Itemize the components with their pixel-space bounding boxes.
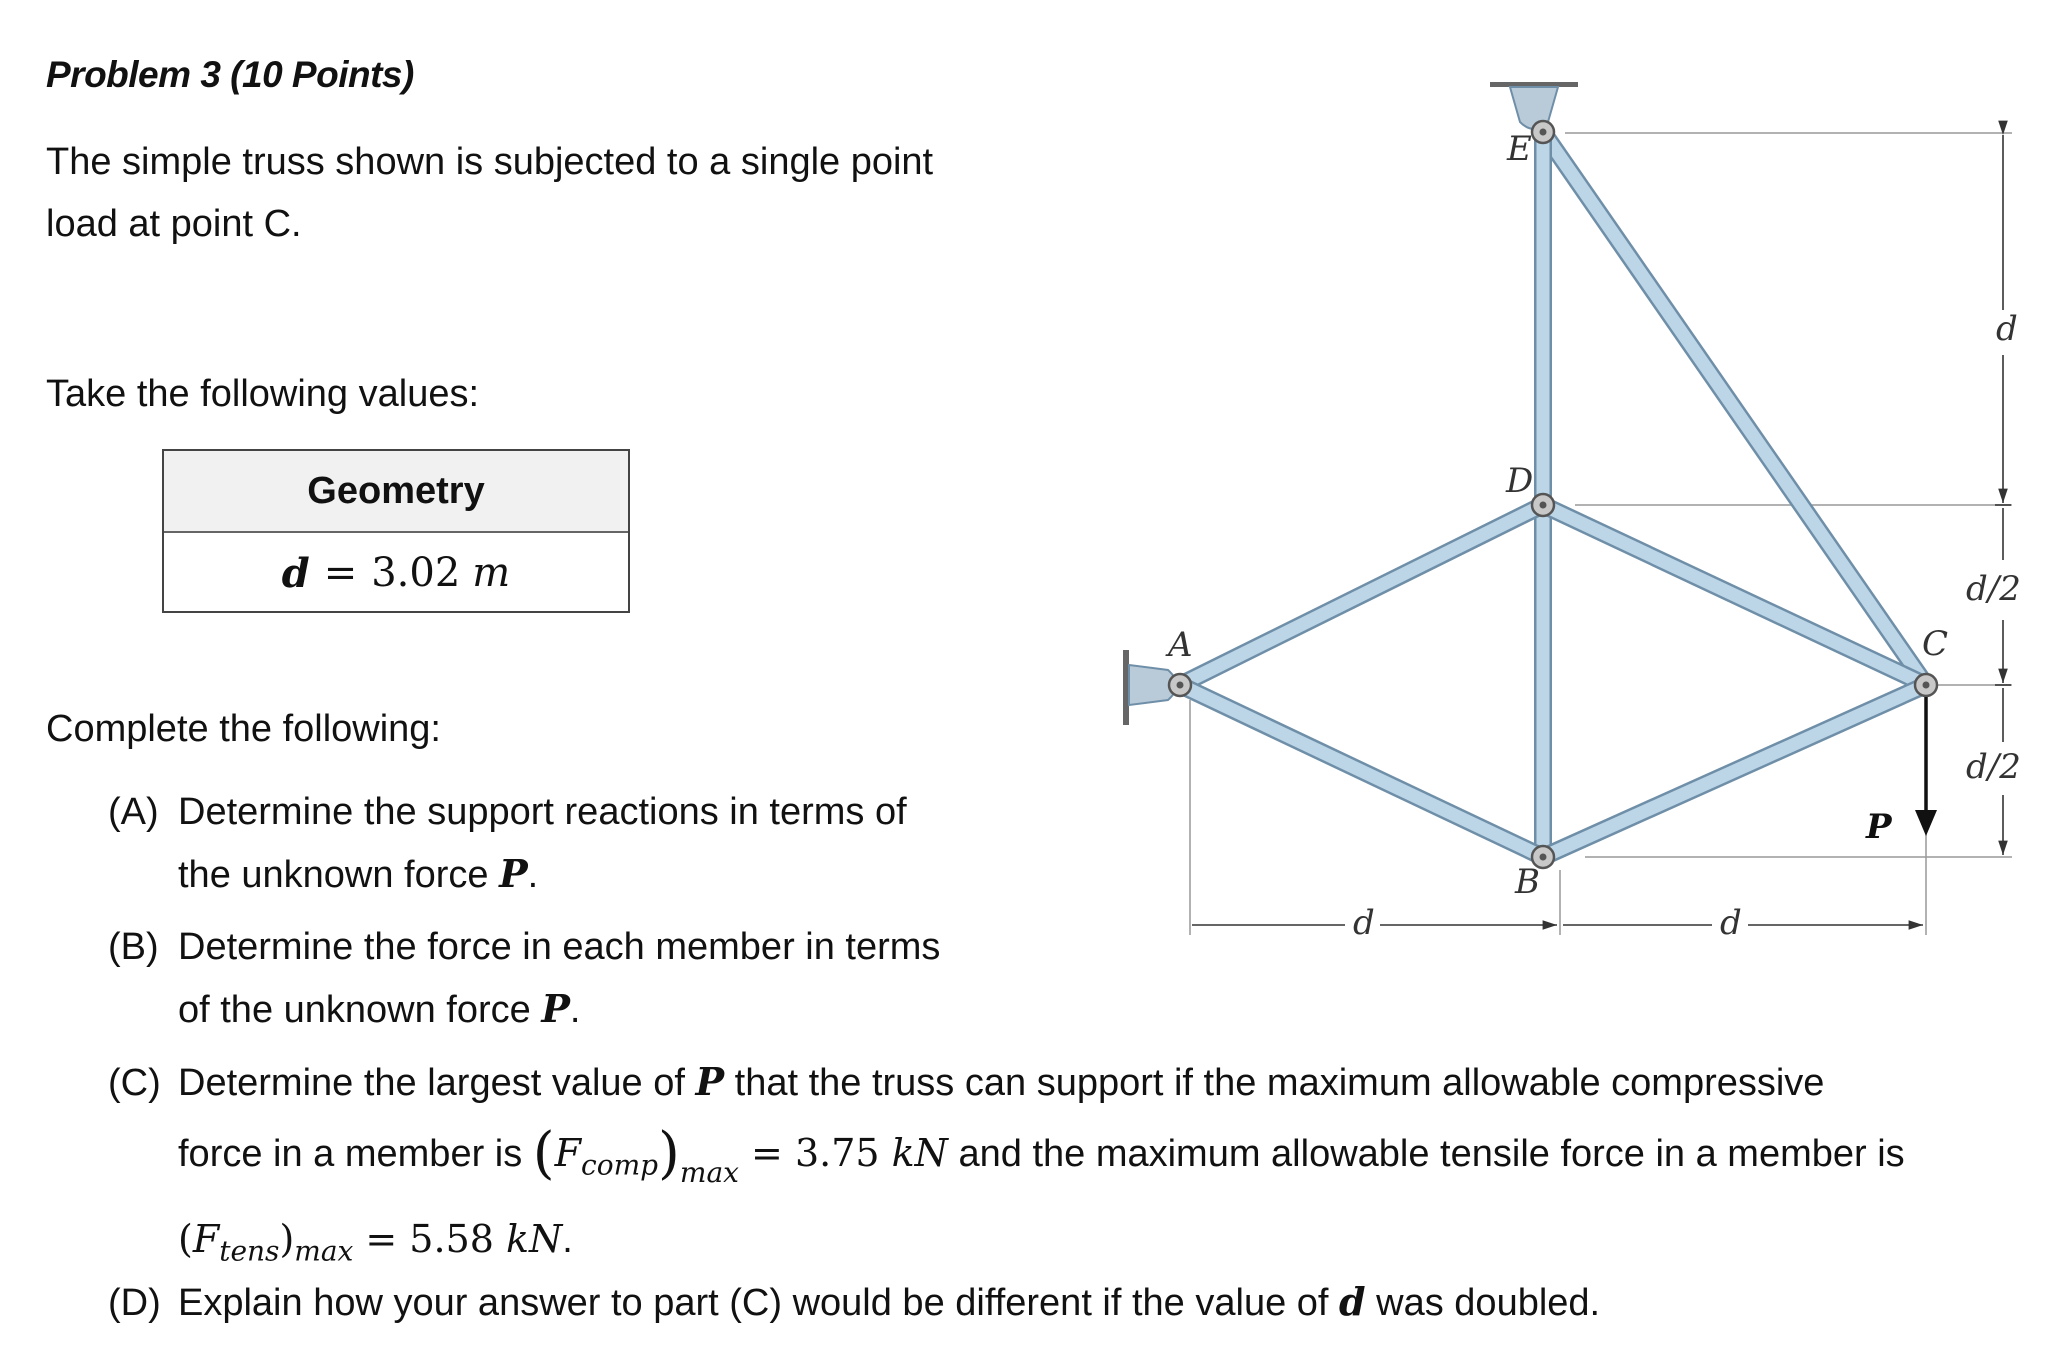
geometry-unit: m: [472, 550, 511, 596]
geometry-table-header: Geometry: [164, 451, 628, 533]
node-label-c: C: [1922, 624, 1949, 664]
fcomp-unit: kN: [891, 1131, 948, 1175]
part-c-label: (C): [108, 1062, 161, 1104]
truss-members: [1180, 132, 1926, 857]
part-b-period: .: [569, 989, 581, 1031]
load-label-p: P: [1866, 807, 1892, 847]
fcomp-symbol: F: [554, 1131, 582, 1175]
ftens-subscript: tens: [219, 1234, 280, 1268]
problem-title: Problem 3 (10 Points): [46, 54, 414, 95]
node-label-b: B: [1515, 862, 1540, 902]
part-c-line-1-pre: Determine the largest value of: [178, 1062, 696, 1104]
fcomp-max-subscript: max: [679, 1156, 739, 1189]
member-ad: [1180, 505, 1543, 685]
part-c-line-2-pre: force in a member is: [178, 1133, 533, 1175]
part-d-label: (D): [108, 1282, 161, 1324]
intro-line-2: load at point C.: [46, 203, 302, 245]
complete-label: Complete the following:: [46, 708, 441, 750]
paren-open-tens: (: [178, 1217, 193, 1261]
paren-close: ): [658, 1121, 680, 1186]
part-a-line-2: the unknown force: [178, 854, 500, 896]
part-d-post: was doubled.: [1365, 1282, 1601, 1324]
load-arrow-p: [1915, 697, 1937, 836]
part-d-var: d: [1339, 1279, 1366, 1324]
intro-line-1: The simple truss shown is subjected to a single point: [46, 141, 934, 183]
part-b-line-2: of the unknown force: [178, 989, 542, 1031]
fcomp-subscript: comp: [581, 1148, 659, 1182]
part-a-label: (A): [108, 791, 159, 833]
ftens-max-subscript: max: [294, 1234, 354, 1268]
ftens-unit: kN: [506, 1217, 563, 1261]
node-label-a: A: [1168, 625, 1193, 665]
paren-close-tens: ): [279, 1217, 295, 1261]
part-b-label: (B): [108, 926, 159, 968]
dim-label-d-right: d: [1720, 903, 1742, 943]
geometry-variable: d: [281, 549, 310, 597]
part-b-var: P: [541, 986, 570, 1031]
ceiling-support-e: [1490, 82, 1578, 129]
ftens-value: = 5.58: [353, 1217, 506, 1261]
ftens-symbol: F: [192, 1217, 220, 1261]
geometry-value: 3.02: [371, 550, 461, 596]
paren-open: (: [532, 1121, 555, 1186]
dim-label-d-left: d: [1353, 903, 1375, 943]
fcomp-value: = 3.75: [738, 1131, 892, 1175]
take-values-label: Take the following values:: [46, 373, 480, 415]
dimension-labels: [1353, 309, 2021, 943]
part-d-pre: Explain how your answer to part (C) would be different if the value of: [178, 1282, 1340, 1324]
node-label-e: E: [1507, 129, 1532, 169]
geometry-equals: =: [323, 550, 358, 596]
part-c-line-2-post: and the maximum allowable tensile force in a member is: [947, 1133, 1905, 1175]
part-a-period: .: [527, 854, 539, 896]
dim-label-d-vertical: d: [1996, 309, 2018, 349]
part-c-var: P: [695, 1059, 725, 1104]
dim-label-d-half-lower: d/2: [1966, 747, 2021, 787]
part-c-line-1-post: that the truss can support if the maximum allowable compressive: [724, 1062, 1825, 1104]
part-a-var: P: [499, 851, 528, 896]
truss-pins: [1169, 121, 1937, 868]
member-ab: [1180, 685, 1543, 857]
part-c-period: .: [562, 1219, 573, 1261]
node-label-d: D: [1506, 461, 1534, 501]
dim-label-d-half-upper: d/2: [1966, 569, 2021, 609]
part-b-line-1: Determine the force in each member in terms: [178, 926, 941, 968]
part-a-line-1: Determine the support reactions in terms of: [178, 791, 907, 833]
